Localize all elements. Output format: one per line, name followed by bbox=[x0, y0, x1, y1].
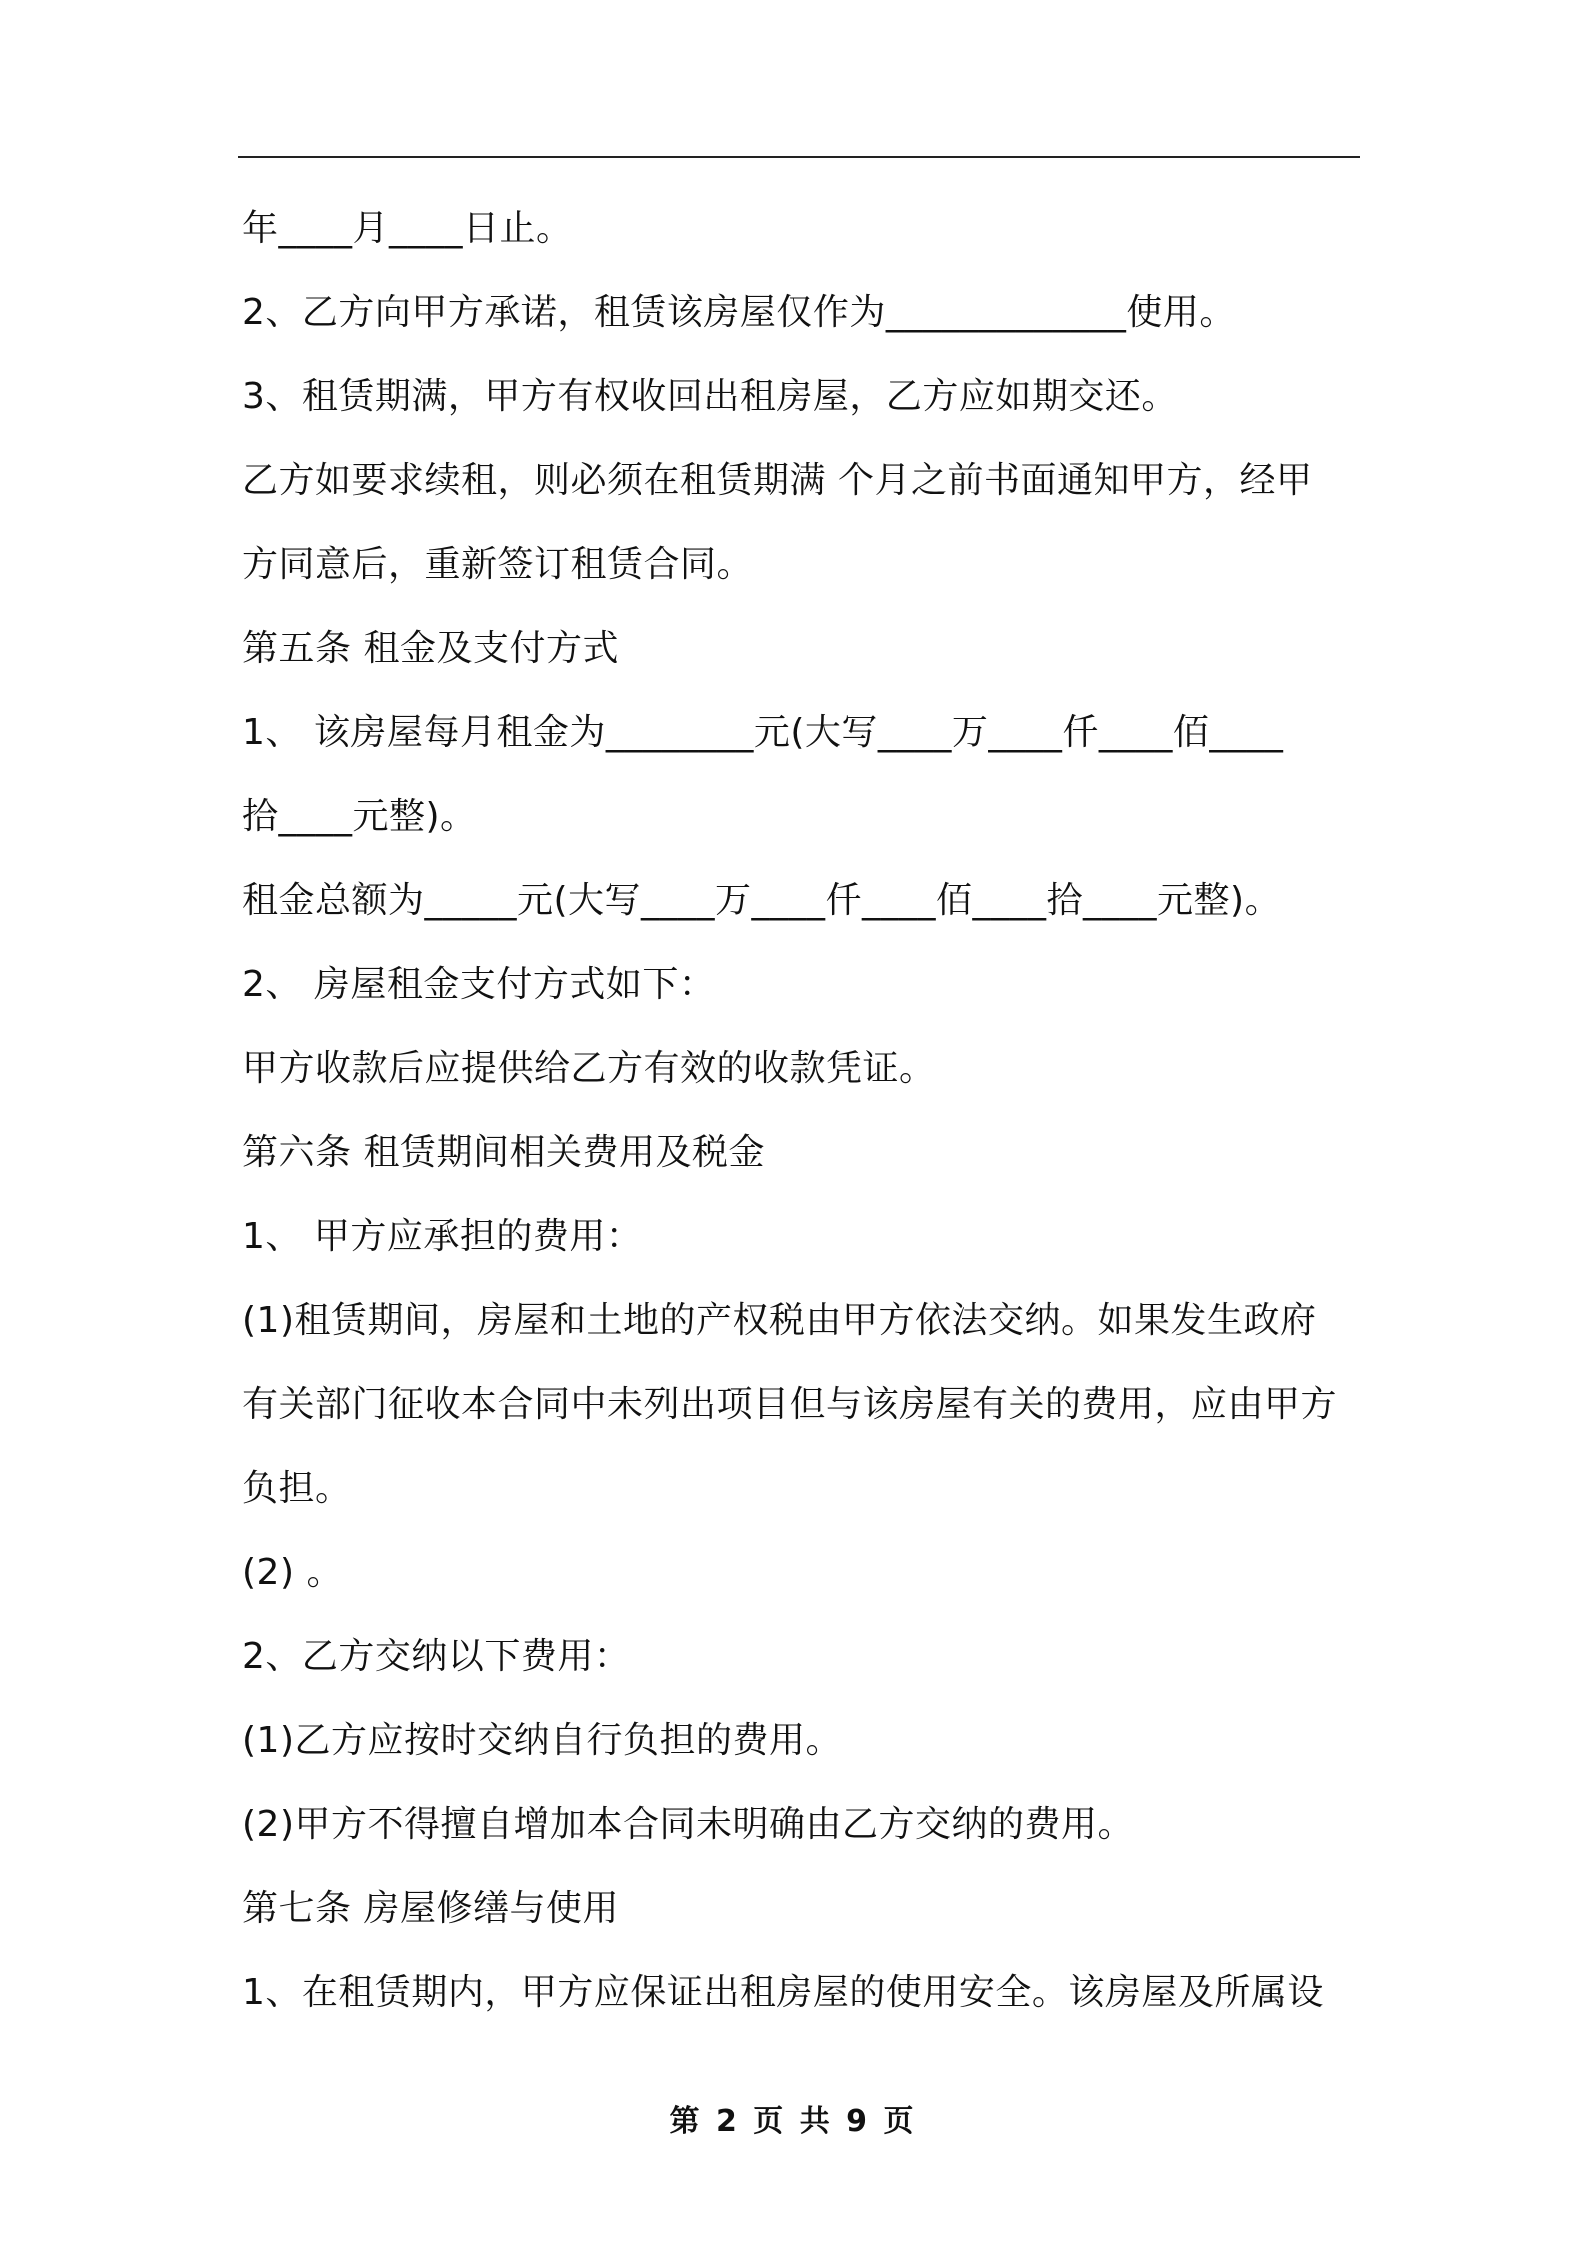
text-line: (2) 。 bbox=[242, 1552, 343, 1593]
text-line: 1、 该房屋每月租金为________元(大写____万____仟____佰____ bbox=[242, 712, 1284, 753]
text-line: 年____月____日止。 bbox=[242, 208, 573, 249]
text-line: 2、 房屋租金支付方式如下： bbox=[242, 964, 716, 1005]
text-line: 有关部门征收本合同中未列出项目但与该房屋有关的费用，应由甲方 bbox=[242, 1384, 1338, 1425]
section-heading: 第六条 租赁期间相关费用及税金 bbox=[242, 1132, 765, 1173]
page-number: 第 2 页 共 9 页 bbox=[669, 2104, 917, 2139]
section-heading: 第五条 租金及支付方式 bbox=[242, 628, 619, 669]
text-line: 1、在租赁期内，甲方应保证出租房屋的使用安全。该房屋及所属设 bbox=[242, 1972, 1324, 2013]
text-line: 3、租赁期满，甲方有权收回出租房屋，乙方应如期交还。 bbox=[242, 376, 1178, 417]
text-line: 1、 甲方应承担的费用： bbox=[242, 1216, 643, 1257]
text-line: 方同意后，重新签订租赁合同。 bbox=[242, 544, 754, 585]
text-line: 拾____元整)。 bbox=[242, 796, 477, 837]
text-line: 租金总额为_____元(大写____万____仟____佰____拾____元整)。 bbox=[242, 880, 1282, 921]
text-line: (2)甲方不得擅自增加本合同未明确由乙方交纳的费用。 bbox=[242, 1804, 1134, 1845]
text-line: 2、乙方交纳以下费用： bbox=[242, 1636, 631, 1677]
text-line: 负担。 bbox=[242, 1468, 352, 1509]
header-rule bbox=[238, 156, 1360, 158]
text-line: 乙方如要求续租，则必须在租赁期满 个月之前书面通知甲方，经甲 bbox=[242, 460, 1313, 501]
document-body bbox=[242, 196, 1362, 2044]
text-line: (1)乙方应按时交纳自行负担的费用。 bbox=[242, 1720, 842, 1761]
text-line: 2、乙方向甲方承诺，租赁该房屋仅作为_____________使用。 bbox=[242, 292, 1236, 333]
section-heading: 第七条 房屋修缮与使用 bbox=[242, 1888, 619, 1929]
text-line: 甲方收款后应提供给乙方有效的收款凭证。 bbox=[242, 1048, 936, 1089]
text-line: (1)租赁期间，房屋和土地的产权税由甲方依法交纳。如果发生政府 bbox=[242, 1300, 1317, 1341]
